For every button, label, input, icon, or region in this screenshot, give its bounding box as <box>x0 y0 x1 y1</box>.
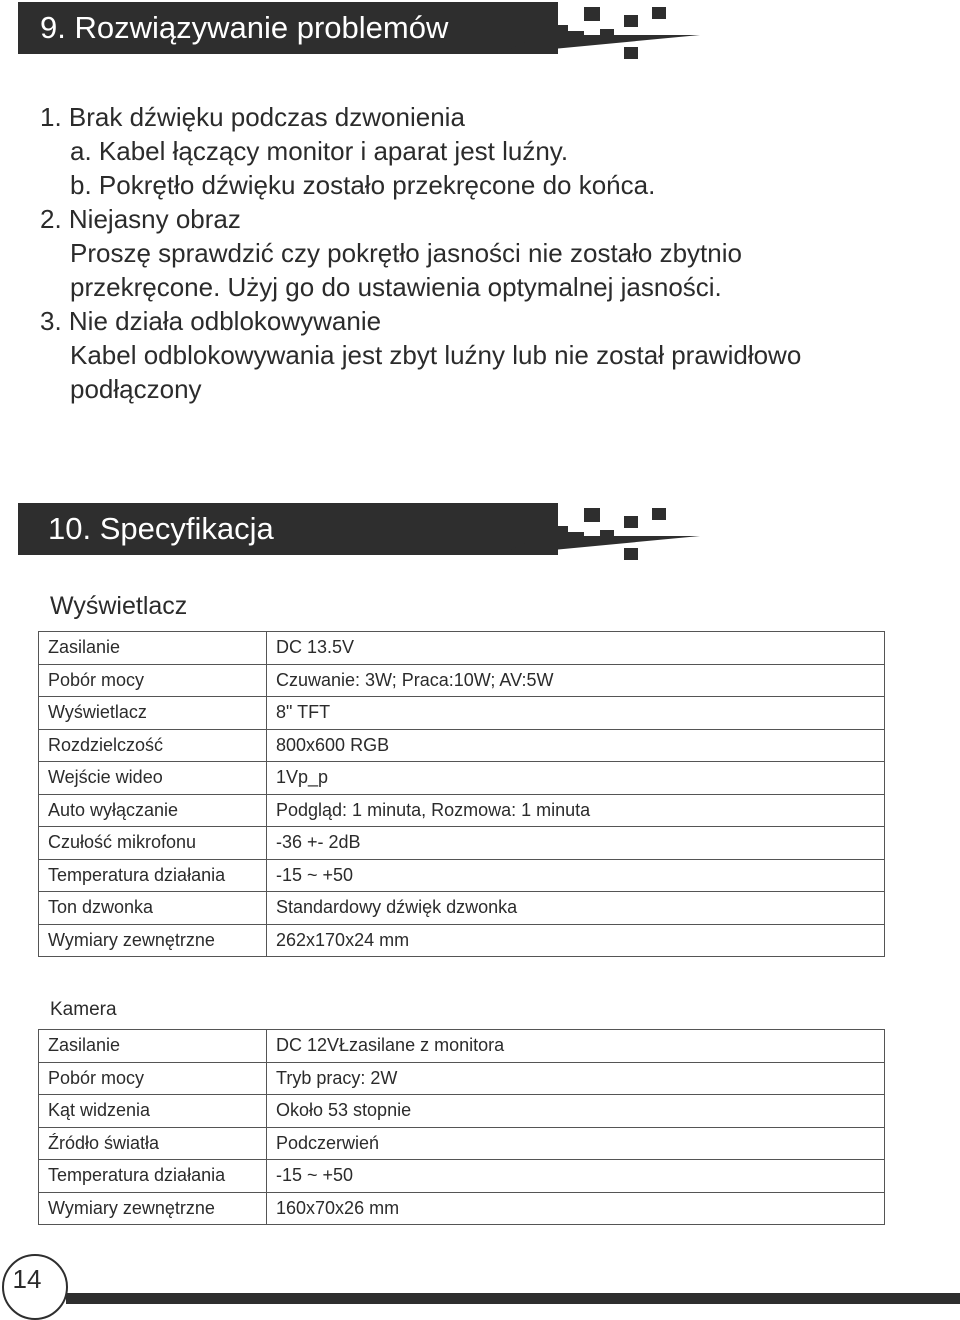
page-number-badge <box>2 1254 72 1304</box>
spec-key: Rozdzielczość <box>39 729 267 762</box>
spec-value: Tryb pracy: 2W <box>267 1062 885 1095</box>
display-spec-table <box>38 631 885 957</box>
spec-value: 262x170x24 mm <box>267 924 885 957</box>
page-number: 14 <box>12 1264 42 1294</box>
spec-key: Kąt widzenia <box>39 1095 267 1128</box>
pixel-squares-decoration-icon <box>500 5 700 65</box>
spec-value: DC 12VŁzasilane z monitora <box>267 1030 885 1063</box>
bottom-rule <box>66 1293 960 1304</box>
spec-value: Czuwanie: 3W; Praca:10W; AV:5W <box>267 664 885 697</box>
spec-row <box>39 632 885 665</box>
spec-value: 160x70x26 mm <box>267 1192 885 1225</box>
spec-row <box>39 924 885 957</box>
camera-spec-table <box>38 1029 885 1225</box>
spec-row <box>39 1062 885 1095</box>
pixel-squares-decoration-icon <box>500 506 700 566</box>
spec-key: Wymiary zewnętrzne <box>39 1192 267 1225</box>
spec-value: Około 53 stopnie <box>267 1095 885 1128</box>
spec-key: Auto wyłączanie <box>39 794 267 827</box>
spec-value: Podczerwień <box>267 1127 885 1160</box>
trouble-line: Kabel odblokowywania jest zbyt luźny lub nie został prawidłowo <box>70 340 802 370</box>
spec-value: 800x600 RGB <box>267 729 885 762</box>
spec-row <box>39 892 885 925</box>
camera-heading: Kamera <box>50 999 117 1020</box>
section-10-title-bar <box>18 503 558 555</box>
spec-value: -36 +- 2dB <box>267 827 885 860</box>
spec-row <box>39 794 885 827</box>
troubleshooting-list <box>40 100 920 406</box>
spec-value: 8" TFT <box>267 697 885 730</box>
spec-value: -15 ~ +50 <box>267 859 885 892</box>
spec-row <box>39 827 885 860</box>
spec-value: Podgląd: 1 minuta, Rozmowa: 1 minuta <box>267 794 885 827</box>
spec-value: -15 ~ +50 <box>267 1160 885 1193</box>
spec-key: Wejście wideo <box>39 762 267 795</box>
spec-row <box>39 762 885 795</box>
trouble-line: 2. Niejasny obraz <box>40 204 241 234</box>
spec-key: Ton dzwonka <box>39 892 267 925</box>
trouble-line: Proszę sprawdzić czy pokrętło jasności nie zostało zbytnio <box>70 238 742 268</box>
spec-row <box>39 1095 885 1128</box>
spec-value: Standardowy dźwięk dzwonka <box>267 892 885 925</box>
trouble-line: podłączony <box>70 374 202 404</box>
spec-key: Zasilanie <box>39 632 267 665</box>
trouble-line: a. Kabel łączący monitor i aparat jest luźny. <box>70 136 569 166</box>
spec-key: Źródło światła <box>39 1127 267 1160</box>
trouble-line: 1. Brak dźwięku podczas dzwonienia <box>40 102 465 132</box>
spec-key: Wymiary zewnętrzne <box>39 924 267 957</box>
spec-key: Czułość mikrofonu <box>39 827 267 860</box>
spec-key: Wyświetlacz <box>39 697 267 730</box>
trouble-line: b. Pokrętło dźwięku zostało przekręcone do końca. <box>70 170 656 200</box>
section-10-title: 10. Specyfikacja <box>48 511 274 546</box>
display-heading: Wyświetlacz <box>50 592 188 620</box>
spec-key: Temperatura działania <box>39 1160 267 1193</box>
spec-row <box>39 729 885 762</box>
spec-key: Zasilanie <box>39 1030 267 1063</box>
trouble-line: 3. Nie działa odblokowywanie <box>40 306 382 336</box>
spec-row <box>39 1127 885 1160</box>
spec-value: DC 13.5V <box>267 632 885 665</box>
spec-row <box>39 697 885 730</box>
spec-row <box>39 664 885 697</box>
spec-value: 1Vp_p <box>267 762 885 795</box>
section-9-title-bar <box>18 2 558 54</box>
spec-row <box>39 1160 885 1193</box>
trouble-line: przekręcone. Użyj go do ustawienia optymalnej jasności. <box>70 272 722 302</box>
spec-row <box>39 1192 885 1225</box>
spec-key: Pobór mocy <box>39 664 267 697</box>
spec-row <box>39 859 885 892</box>
spec-key: Pobór mocy <box>39 1062 267 1095</box>
section-9-title: 9. Rozwiązywanie problemów <box>40 10 449 45</box>
spec-key: Temperatura działania <box>39 859 267 892</box>
spec-row <box>39 1030 885 1063</box>
